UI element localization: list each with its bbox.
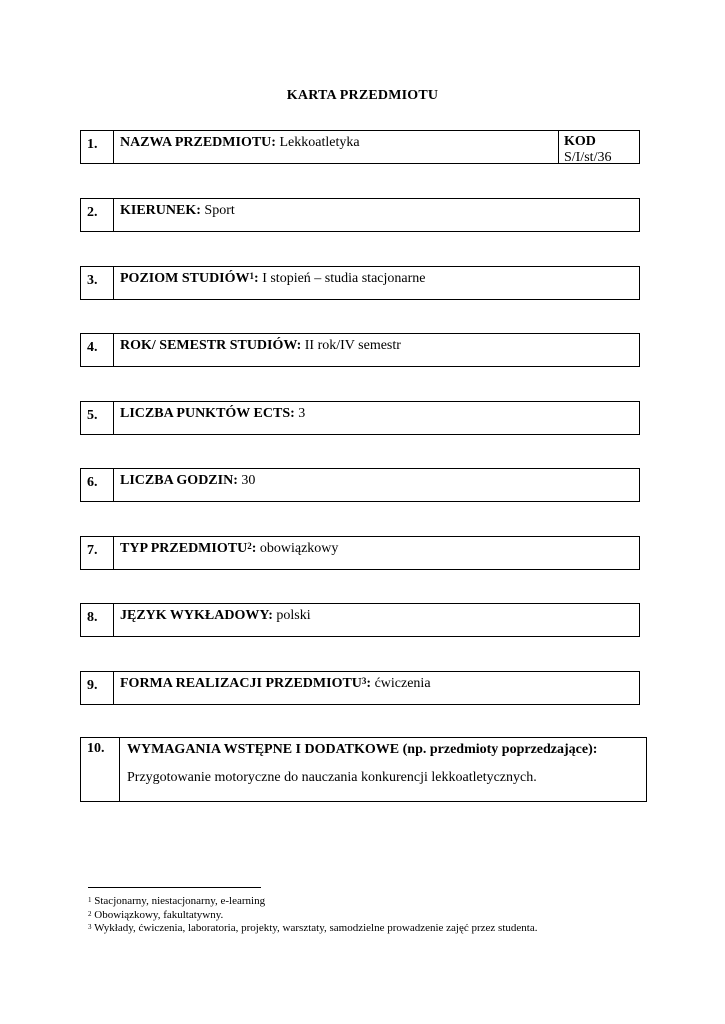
row-number: 4.: [81, 334, 114, 366]
row-content: [114, 469, 639, 501]
row-field-of-study: [80, 198, 640, 232]
row-value: Lekkoatletyka: [279, 135, 360, 150]
row-value: ćwiczenia: [374, 676, 431, 691]
row-number: 1.: [81, 131, 114, 163]
row-number: 2.: [81, 199, 114, 231]
row-number: 3.: [81, 267, 114, 299]
document-title: KARTA PRZEDMIOTU: [286, 88, 439, 103]
footnote-ref: 3: [361, 676, 367, 686]
row-number: 7.: [81, 537, 114, 569]
footnote-item: [88, 895, 537, 909]
row-label: LICZBA GODZIN:: [120, 473, 238, 488]
row-content: [114, 334, 639, 366]
footnote-text: Stacjonarny, niestacjonarny, e-learning: [94, 895, 266, 907]
row-ects-points: [80, 401, 640, 435]
row-course-type: [80, 536, 640, 570]
row-year-semester: [80, 333, 640, 367]
row-value: Sport: [204, 203, 235, 218]
row-hours: [80, 468, 640, 502]
footnotes: [88, 895, 537, 936]
row-number: 5.: [81, 402, 114, 434]
row-label: POZIOM STUDIÓW: [120, 271, 250, 286]
code-cell: [558, 131, 639, 163]
footnote-mark: 1: [88, 896, 92, 904]
row-content: POZIOM STUDIÓW$^1$: I stopień – studia stacjonarne: [120, 271, 426, 286]
row-requirements: [80, 737, 647, 802]
footnote-mark: 2: [88, 909, 92, 918]
footnote-mark: 3: [88, 923, 92, 931]
row-value: obowiązkowy: [259, 541, 339, 556]
code-value: S/I/st/36: [564, 150, 612, 165]
row-label: JĘZYK WYKŁADOWY:: [120, 608, 273, 623]
row-number: 10.: [81, 738, 120, 801]
row-study-level: [80, 266, 640, 300]
row-content: [114, 199, 639, 231]
row-content: [120, 738, 646, 801]
footnote-text: Obowiązkowy, fakultatywny.: [94, 908, 224, 921]
row-content: FORMA REALIZACJI PRZEDMIOTU$^3$: ćwiczenia: [120, 676, 431, 691]
footnote-text: Wykłady, ćwiczenia, laboratoria, projekty, warsztaty, samodzielne prowadzenie zajęć przez studenta.: [94, 922, 538, 934]
row-content: TYP PRZEDMIOTU$^2$: obowiązkowy: [120, 541, 339, 556]
row-number: 8.: [81, 604, 114, 636]
row-content: [114, 604, 639, 636]
row-label: WYMAGANIA WSTĘPNE I DODATKOWE (np. przedmioty poprzedzające):: [127, 742, 598, 757]
row-label: KIERUNEK:: [120, 203, 201, 218]
footnote-item: [88, 909, 537, 923]
footnote-item: [88, 922, 537, 936]
row-content: [114, 131, 558, 163]
footnote-ref: 1: [249, 271, 255, 281]
row-value: 30: [241, 473, 256, 488]
row-label: FORMA REALIZACJI PRZEDMIOTU: [120, 676, 362, 691]
row-language: [80, 603, 640, 637]
row-label: LICZBA PUNKTÓW ECTS:: [120, 406, 295, 421]
row-label: ROK/ SEMESTR STUDIÓW:: [120, 338, 302, 353]
row-content: [114, 402, 639, 434]
row-course-name: [80, 130, 640, 164]
code-label: KOD: [564, 134, 596, 149]
row-number: 9.: [81, 672, 114, 704]
row-value: I stopień – studia stacjonarne: [262, 271, 426, 286]
row-label: TYP PRZEDMIOTU: [120, 541, 248, 556]
row-label: NAZWA PRZEDMIOTU:: [120, 135, 276, 150]
row-delivery-form: [80, 671, 640, 705]
footnote-ref: 2: [247, 541, 252, 551]
row-value: 3: [298, 406, 306, 421]
row-value: polski: [276, 608, 311, 623]
requirements-text: Przygotowanie motoryczne do nauczania konkurencji lekkoatletycznych.: [127, 770, 537, 785]
row-number: 6.: [81, 469, 114, 501]
row-value: II rok/IV semestr: [304, 338, 401, 353]
footnote-divider: [88, 887, 261, 888]
